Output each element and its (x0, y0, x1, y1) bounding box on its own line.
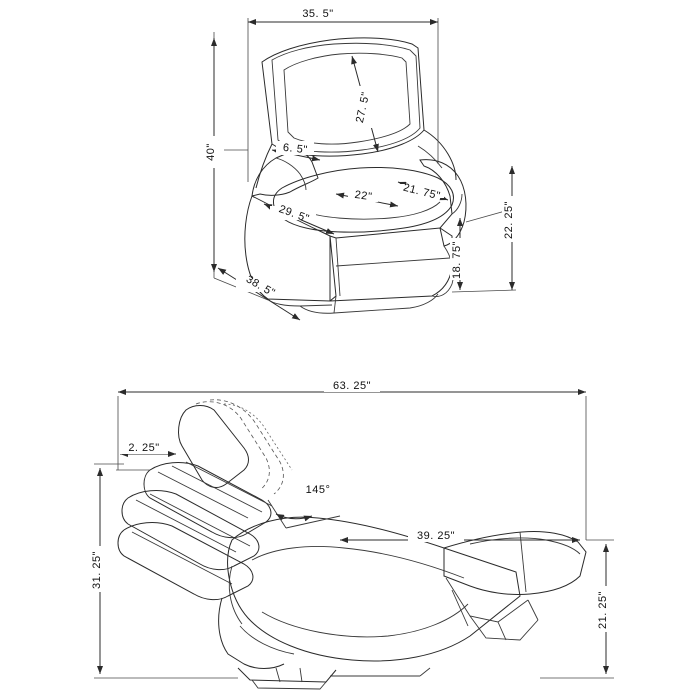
dim-label-overall-width: 35. 5" (302, 8, 334, 20)
dim-base-depth (218, 268, 300, 320)
upright-recliner-view (204, 6, 522, 320)
dim-label-armrest-width: 6. 5" (282, 141, 309, 157)
dim-label-side-depth: 29. 5" (277, 203, 311, 226)
dim-label-base-depth: 38. 5" (243, 273, 278, 300)
dim-label-headrest-clearance: 2. 25" (128, 442, 160, 454)
reclined-outline (118, 400, 586, 689)
dim-label-reclined-height: 31. 25" (91, 551, 103, 589)
dim-seat-depth-inner (398, 182, 448, 203)
dim-label-footrest-height: 21. 25" (597, 591, 609, 629)
dim-label-overall-height: 40" (205, 143, 217, 161)
dim-overall-height (204, 38, 224, 272)
dim-label-seat-to-footrest: 39. 25" (417, 530, 455, 542)
dim-seat-to-footrest (340, 528, 580, 542)
dim-reclined-overall-length (118, 378, 586, 540)
dim-label-back-cushion-height: 27. 5" (353, 90, 373, 124)
recliner-outline (245, 38, 466, 313)
dim-seat-width (336, 188, 398, 206)
dim-label-seat-height: 18. 75" (451, 241, 463, 279)
dim-label-seat-width: 22" (353, 188, 373, 204)
dim-back-cushion-height (352, 56, 378, 152)
dim-label-recline-angle: 145° (305, 484, 331, 496)
dim-seat-height (450, 218, 470, 290)
dim-arm-height (502, 166, 522, 290)
ext-lines-upright (214, 18, 516, 300)
dim-label-reclined-overall-length: 63. 25" (333, 380, 371, 392)
dim-side-depth (264, 203, 334, 234)
dim-reclined-height (90, 464, 238, 678)
dim-footrest-height (540, 540, 616, 678)
reclined-recliner-view (90, 378, 616, 689)
dim-label-arm-height: 22. 25" (503, 201, 515, 239)
dim-headrest-clearance (116, 440, 176, 470)
dim-overall-width (248, 6, 438, 22)
dim-label-seat-depth-inner: 21. 75" (401, 181, 442, 203)
